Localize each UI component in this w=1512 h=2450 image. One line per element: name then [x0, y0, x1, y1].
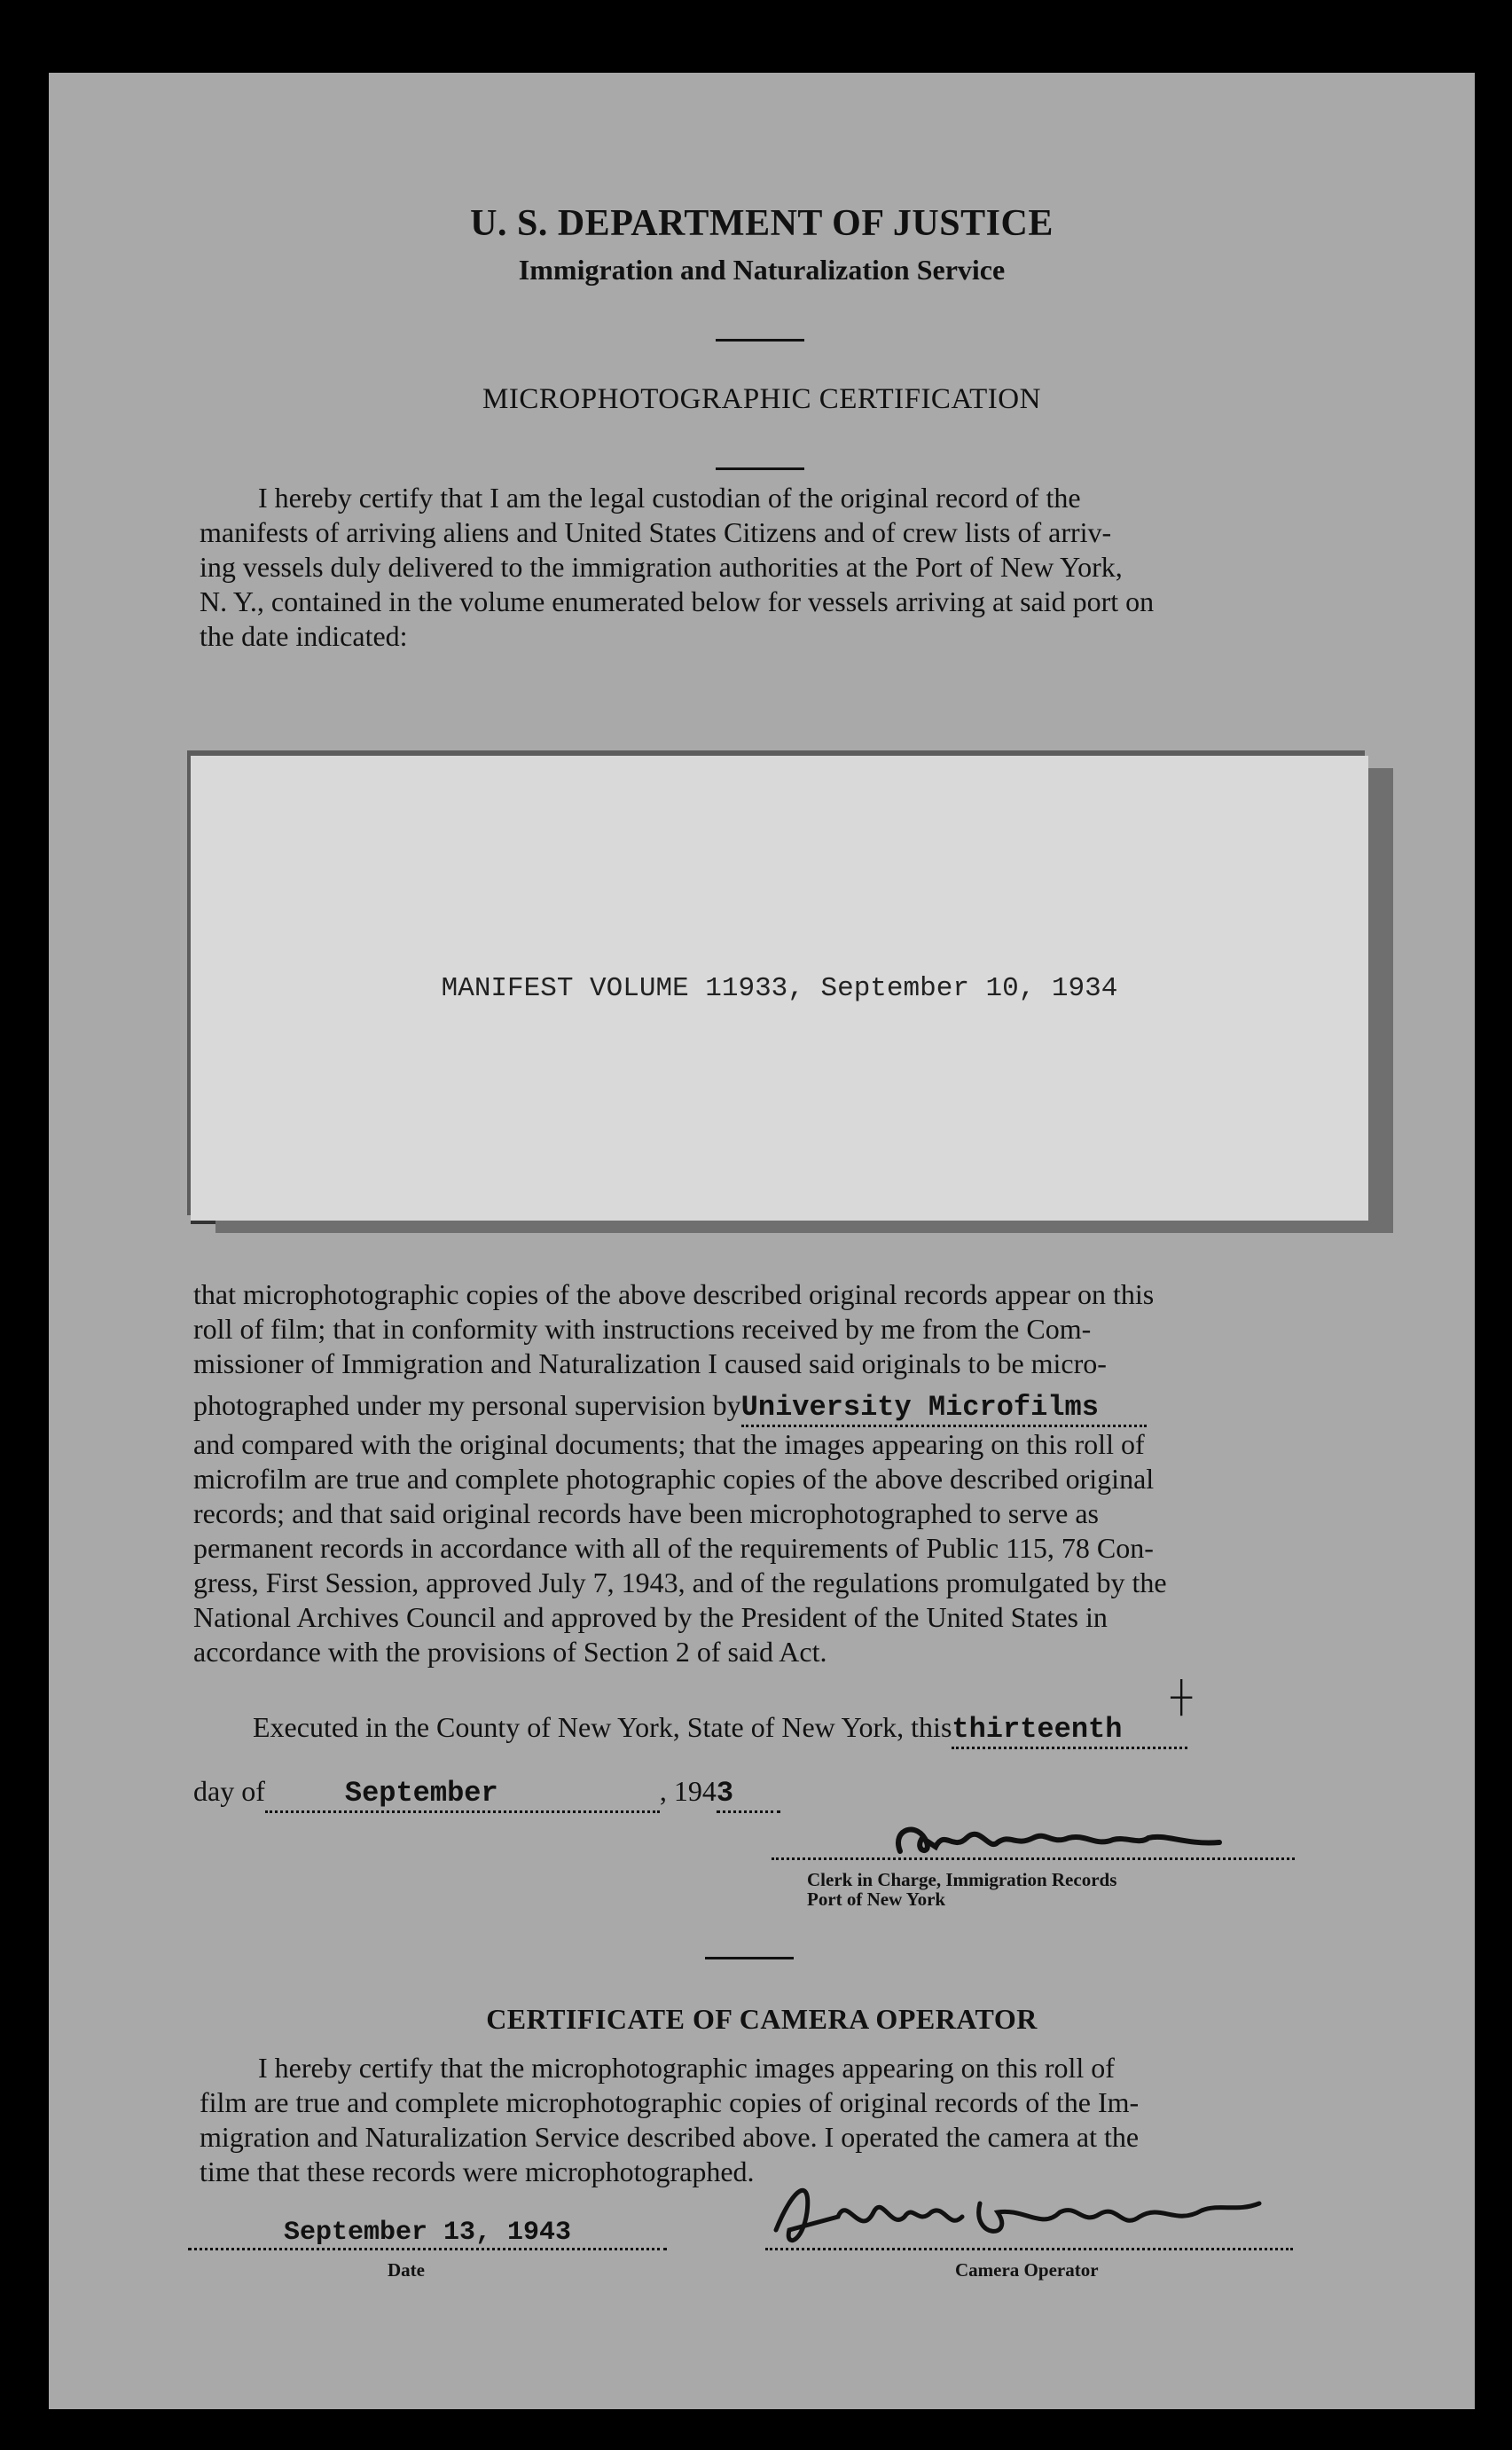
intro-line: ing vessels duly delivered to the immigration authorities at the Port of New York, [200, 551, 1123, 583]
manifest-volume-text: MANIFEST VOLUME 11933, September 10, 1934 [441, 973, 1118, 1004]
year-prefix: , 194 [659, 1775, 717, 1807]
intro-line: I hereby certify that I am the legal custodian of the original record of the [258, 482, 1081, 514]
execution-day-value: thirteenth [952, 1713, 1123, 1746]
clerk-signature [882, 1811, 1308, 1865]
execution-year-value: 3 [716, 1777, 734, 1810]
clerk-title-line: Port of New York [807, 1889, 946, 1910]
camera-date-value: September 13, 1943 [283, 2218, 572, 2248]
body-line: records; and that said original records have been microphotographed to serve as [193, 1497, 1099, 1529]
execution-month-value: September [344, 1777, 498, 1810]
execution-year-field [717, 1774, 780, 1813]
body-line: that microphotographic copies of the above described original records appear on this [193, 1278, 1155, 1310]
camera-line: time that these records were microphotographed. [200, 2156, 755, 2187]
manifest-volume-card [191, 756, 1368, 1221]
department-heading: U. S. DEPARTMENT OF JUSTICE [470, 203, 1054, 244]
intro-paragraph [200, 481, 1294, 654]
day-of-text: day of [193, 1775, 265, 1807]
certification-title: MICROPHOTOGRAPHIC CERTIFICATION [482, 383, 1041, 415]
service-subheading: Immigration and Naturalization Service [518, 254, 1006, 286]
execution-day-field [952, 1710, 1187, 1749]
clerk-title [807, 1870, 1116, 1909]
body-line: microfilm are true and complete photographic copies of the above described original [193, 1463, 1155, 1495]
camera-operator-signature [758, 2177, 1308, 2257]
body-line: roll of film; that in conformity with instructions received by me from the Com- [193, 1313, 1092, 1345]
execution-text: Executed in the County of New York, State of New York, this [253, 1711, 952, 1743]
date-label: Date [388, 2259, 425, 2281]
camera-paragraph [200, 2051, 1294, 2189]
handwritten-mark: ┼ [1171, 1680, 1193, 1714]
divider-rule [716, 467, 804, 470]
body-line: missioner of Immigration and Naturalization I caused said originals to be micro- [193, 1347, 1107, 1379]
clerk-signature-line [772, 1857, 1295, 1860]
camera-operator-label: Camera Operator [955, 2259, 1099, 2281]
execution-line [253, 1710, 1299, 1749]
execution-month-field [265, 1774, 660, 1813]
supervision-text: photographed under my personal supervision by [193, 1389, 741, 1421]
body-line-supervisor [193, 1388, 1296, 1427]
intro-line: the date indicated: [200, 620, 408, 652]
body-line: accordance with the provisions of Section 2 of said Act. [193, 1636, 827, 1668]
body-line: and compared with the original documents; that the images appearing on this roll of [193, 1428, 1145, 1460]
microfilm-company-field [741, 1388, 1147, 1427]
execution-date-line [193, 1774, 991, 1813]
clerk-title-line: Clerk in Charge, Immigration Records [807, 1869, 1117, 1890]
body-line: gress, First Session, approved July 7, 1943, and of the regulations promulgated by the [193, 1567, 1167, 1598]
camera-line: film are true and complete microphotographic copies of original records of the Im- [200, 2086, 1140, 2118]
intro-line: manifests of arriving aliens and United States Citizens and of crew lists of arriv- [200, 516, 1112, 548]
camera-operator-signature-line [765, 2248, 1293, 2250]
camera-line: migration and Naturalization Service described above. I operated the camera at the [200, 2121, 1140, 2153]
body-line: National Archives Council and approved by the President of the United States in [193, 1601, 1108, 1633]
body-line: permanent records in accordance with all of the requirements of Public 115, 78 Con- [193, 1532, 1154, 1564]
divider-rule [705, 1957, 794, 1959]
camera-line: I hereby certify that the microphotographic images appearing on this roll of [258, 2052, 1115, 2084]
certificate-sheet [49, 73, 1475, 2409]
divider-rule [716, 339, 804, 342]
microfilm-company-value: University Microfilms [740, 1391, 1099, 1424]
camera-operator-title: CERTIFICATE OF CAMERA OPERATOR [486, 2003, 1038, 2035]
intro-line: N. Y., contained in the volume enumerated below for vessels arriving at said port on [200, 585, 1155, 617]
camera-date-field [188, 2216, 667, 2250]
certification-body [193, 1277, 1296, 1669]
